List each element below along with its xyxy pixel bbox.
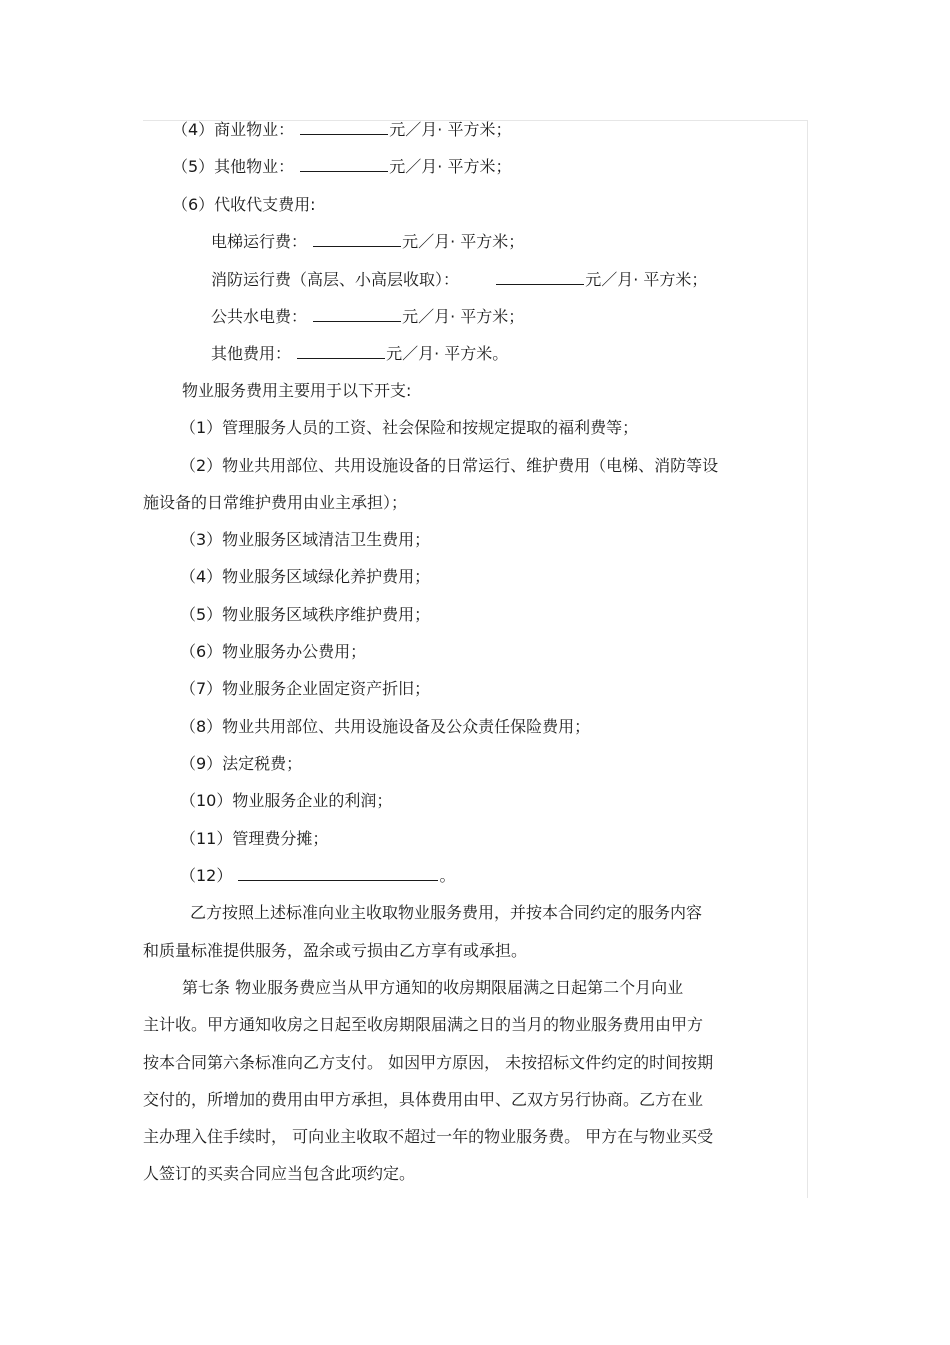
expense-item-12: [180, 866, 455, 886]
fill-blank[interactable]: [496, 270, 584, 285]
expense-item: （1）管理服务人员的工资、社会保险和按规定提取的福利费等；: [180, 418, 639, 437]
fee-unit: 元／月· 平方米；: [389, 120, 512, 139]
fill-blank[interactable]: [300, 157, 388, 172]
expense-item: （6）物业服务办公费用；: [180, 642, 367, 661]
fill-blank[interactable]: [300, 120, 388, 135]
expense-item: （4）物业服务区域绿化养护费用；: [180, 567, 431, 586]
article7-line: 主计收。甲方通知收房之日起至收房期限届满之日的当月的物业服务费用由甲方: [143, 1015, 704, 1034]
fee-line-fire: [211, 270, 707, 290]
expense-item: （9）法定税费；: [180, 754, 303, 773]
article7-line: 第七条 物业服务费应当从甲方通知的收房期限届满之日起第二个月向业: [182, 978, 684, 997]
fee-unit: 元／月· 平方米；: [402, 307, 525, 326]
fee-label: 其他费用：: [211, 344, 292, 363]
expense-item: （10）物业服务企业的利润；: [180, 791, 393, 810]
item-prefix: （12）: [180, 866, 233, 885]
paragraph-line: 乙方按照上述标准向业主收取物业服务费用，并按本合同约定的服务内容: [190, 903, 703, 922]
fee-collection-title: （6）代收代支费用:: [172, 195, 316, 214]
fee-unit: 元／月· 平方米。: [386, 344, 509, 363]
expense-item: （7）物业服务企业固定资产折旧；: [180, 679, 431, 698]
article7-line: 按本合同第六条标准向乙方支付。 如因甲方原因， 未按招标文件约定的时间按期: [143, 1053, 714, 1072]
expense-item: （3）物业服务区域清洁卫生费用；: [180, 530, 431, 549]
fee-line-other-property: [172, 157, 511, 177]
fill-blank[interactable]: [313, 232, 401, 247]
paragraph-line: 和质量标准提供服务，盈余或亏损由乙方享有或承担。: [143, 941, 528, 960]
article7-line: 主办理入住手续时， 可向业主收取不超过一年的物业服务费。 甲方在与物业买受: [143, 1127, 714, 1146]
fee-label: 消防运行费（高层、小高层收取）：: [211, 270, 460, 289]
fee-line-utilities: [211, 307, 524, 327]
fee-line-other-fees: [211, 344, 508, 364]
fee-label: （4）商业物业：: [172, 120, 295, 139]
fee-label: 电梯运行费：: [211, 232, 308, 251]
expense-item: （11）管理费分摊；: [180, 829, 329, 848]
expense-item-continued: 施设备的日常维护费用由业主承担）；: [143, 493, 408, 512]
fee-unit: 元／月· 平方米；: [402, 232, 525, 251]
fee-label: 公共水电费：: [211, 307, 308, 326]
expense-item: （5）物业服务区域秩序维护费用；: [180, 605, 431, 624]
fee-unit: 元／月· 平方米；: [389, 157, 512, 176]
fee-unit: 元／月· 平方米；: [585, 270, 708, 289]
expense-item: （2）物业共用部位、共用设施设备的日常运行、维护费用（电梯、消防等设: [180, 456, 719, 475]
article7-line: 交付的，所增加的费用由甲方承担，具体费用由甲、乙双方另行协商。乙方在业: [143, 1090, 704, 1109]
expense-item: （8）物业共用部位、共用设施设备及公众责任保险费用；: [180, 717, 591, 736]
fill-blank[interactable]: [313, 307, 401, 322]
fee-line-elevator: [211, 232, 524, 252]
expenses-intro: 物业服务费用主要用于以下开支:: [182, 381, 412, 400]
fill-blank[interactable]: [297, 344, 385, 359]
item-suffix: 。: [439, 866, 456, 885]
article7-line: 人签订的买卖合同应当包含此项约定。: [143, 1164, 416, 1183]
fill-blank[interactable]: [238, 866, 438, 881]
fee-label: （5）其他物业：: [172, 157, 295, 176]
fee-line-commercial: [172, 120, 511, 140]
